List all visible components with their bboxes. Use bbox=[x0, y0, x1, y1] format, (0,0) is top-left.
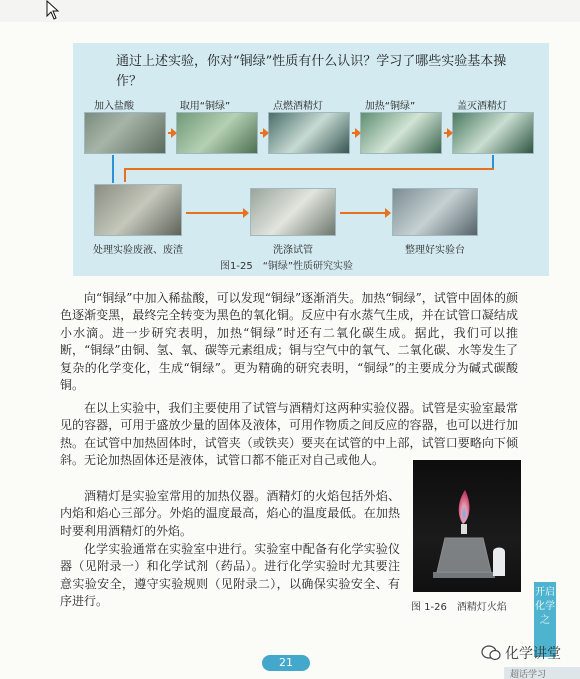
step-label-dispose-waste: 处理实验废液、废渣 bbox=[93, 245, 183, 256]
photo-dispose-waste bbox=[94, 184, 182, 236]
flow-arrow-5 bbox=[186, 212, 244, 214]
paragraph-test-tube: 在以上实验中，我们主要使用了试管与酒精灯这两种实验仪器。试管是实验室最常见的容器，可用于盛放少量的固体及液体，可用作物质之间反应的容器，也可以进行加热。在试管中加热固体时，试管夹（或铁夹）要夹在试管的中上部，试管口要略向下倾斜。无论加热固体还是液体，试管口都不能正对自己或他人。 bbox=[60, 401, 518, 468]
step-label-heat-verdigris: 加热“铜绿” bbox=[364, 101, 416, 112]
step-label-extinguish-lamp: 盖灭酒精灯 bbox=[457, 101, 507, 112]
chapter-side-tab: 开启化学之 bbox=[534, 582, 556, 657]
flow-line-back bbox=[124, 168, 494, 170]
bottom-strip: 超话学习 bbox=[504, 667, 580, 679]
window-top-bar bbox=[0, 0, 580, 22]
step-label-add-acid: 加入盐酸 bbox=[94, 101, 134, 112]
alcohol-lamp-flame-icon bbox=[413, 460, 521, 592]
step-label-light-lamp: 点燃酒精灯 bbox=[273, 101, 323, 112]
step-label-take-verdigris: 取用“铜绿” bbox=[179, 101, 231, 112]
flow-arrow-4 bbox=[444, 132, 448, 134]
alcohol-lamp-photo bbox=[413, 460, 521, 592]
flow-arrow-6 bbox=[340, 212, 386, 214]
paragraph-lab-safety: 化学实验通常在实验室中进行。实验室中配备有化学实验仪器（见附录一）和化学试剂（药品）。进行化学实验时尤其要注意实验安全，遵守实验规则（见附录二），以确保实验安全、有序进行。 bbox=[60, 542, 400, 609]
photo-wash-tube bbox=[250, 188, 336, 236]
step-label-tidy-bench: 整理好实验台 bbox=[405, 245, 465, 256]
flow-line-down bbox=[492, 155, 494, 169]
photo-tidy-bench bbox=[392, 188, 478, 236]
figure-question: 通过上述实验，你对“铜绿”性质有什么认识？学习了哪些实验基本操作？ bbox=[116, 54, 507, 89]
photo-extinguish-lamp bbox=[452, 112, 534, 154]
flow-line-down-left bbox=[124, 168, 126, 182]
watermark-text: 化学讲堂 bbox=[505, 646, 561, 662]
step-label-wash-tube: 洗涤试管 bbox=[273, 245, 313, 256]
paragraph-alcohol-lamp: 酒精灯是实验室常用的加热仪器。酒精灯的火焰包括外焰、内焰和焰心三部分。外焰的温度最高，焰心的温度最低。在加热时要利用酒精灯的外焰。 bbox=[60, 489, 400, 538]
flow-line-left-blue bbox=[112, 155, 114, 183]
flow-arrow-2 bbox=[260, 132, 264, 134]
wechat-icon bbox=[481, 645, 501, 661]
flow-arrow-3 bbox=[352, 132, 356, 134]
paragraph-verdigris-findings: 向“铜绿”中加入稀盐酸，可以发现“铜绿”逐渐消失。加热“铜绿”，试管中固体的颜色逐渐变黑，最终完全转变为黑色的氧化铜。反应中有水蒸气生成，并在试管口凝结成小水滴。进一步研究表明，加热“铜绿”时还有二氧化碳生成。据此，我们可以推断，“铜绿”由铜、氢、氧、碳等元素组成；铜与空气中的氧气、二氧化碳、水等发生了复杂的化学变化，生成“铜绿”。更为精确的研究表明，“铜绿”的主要成分为碱式碳酸铜。 bbox=[60, 291, 518, 393]
mouse-cursor-icon bbox=[46, 0, 60, 20]
figure-caption: 图1-25 “铜绿”性质研究实验 bbox=[220, 261, 354, 272]
photo-add-acid bbox=[84, 112, 166, 154]
page-number: 21 bbox=[262, 655, 310, 671]
photo-heat-verdigris bbox=[360, 112, 442, 154]
flow-arrow-1 bbox=[168, 132, 172, 134]
lamp-caption: 图 1-26 酒精灯火焰 bbox=[411, 602, 507, 613]
photo-light-lamp bbox=[268, 112, 350, 154]
photo-take-verdigris bbox=[176, 112, 258, 154]
